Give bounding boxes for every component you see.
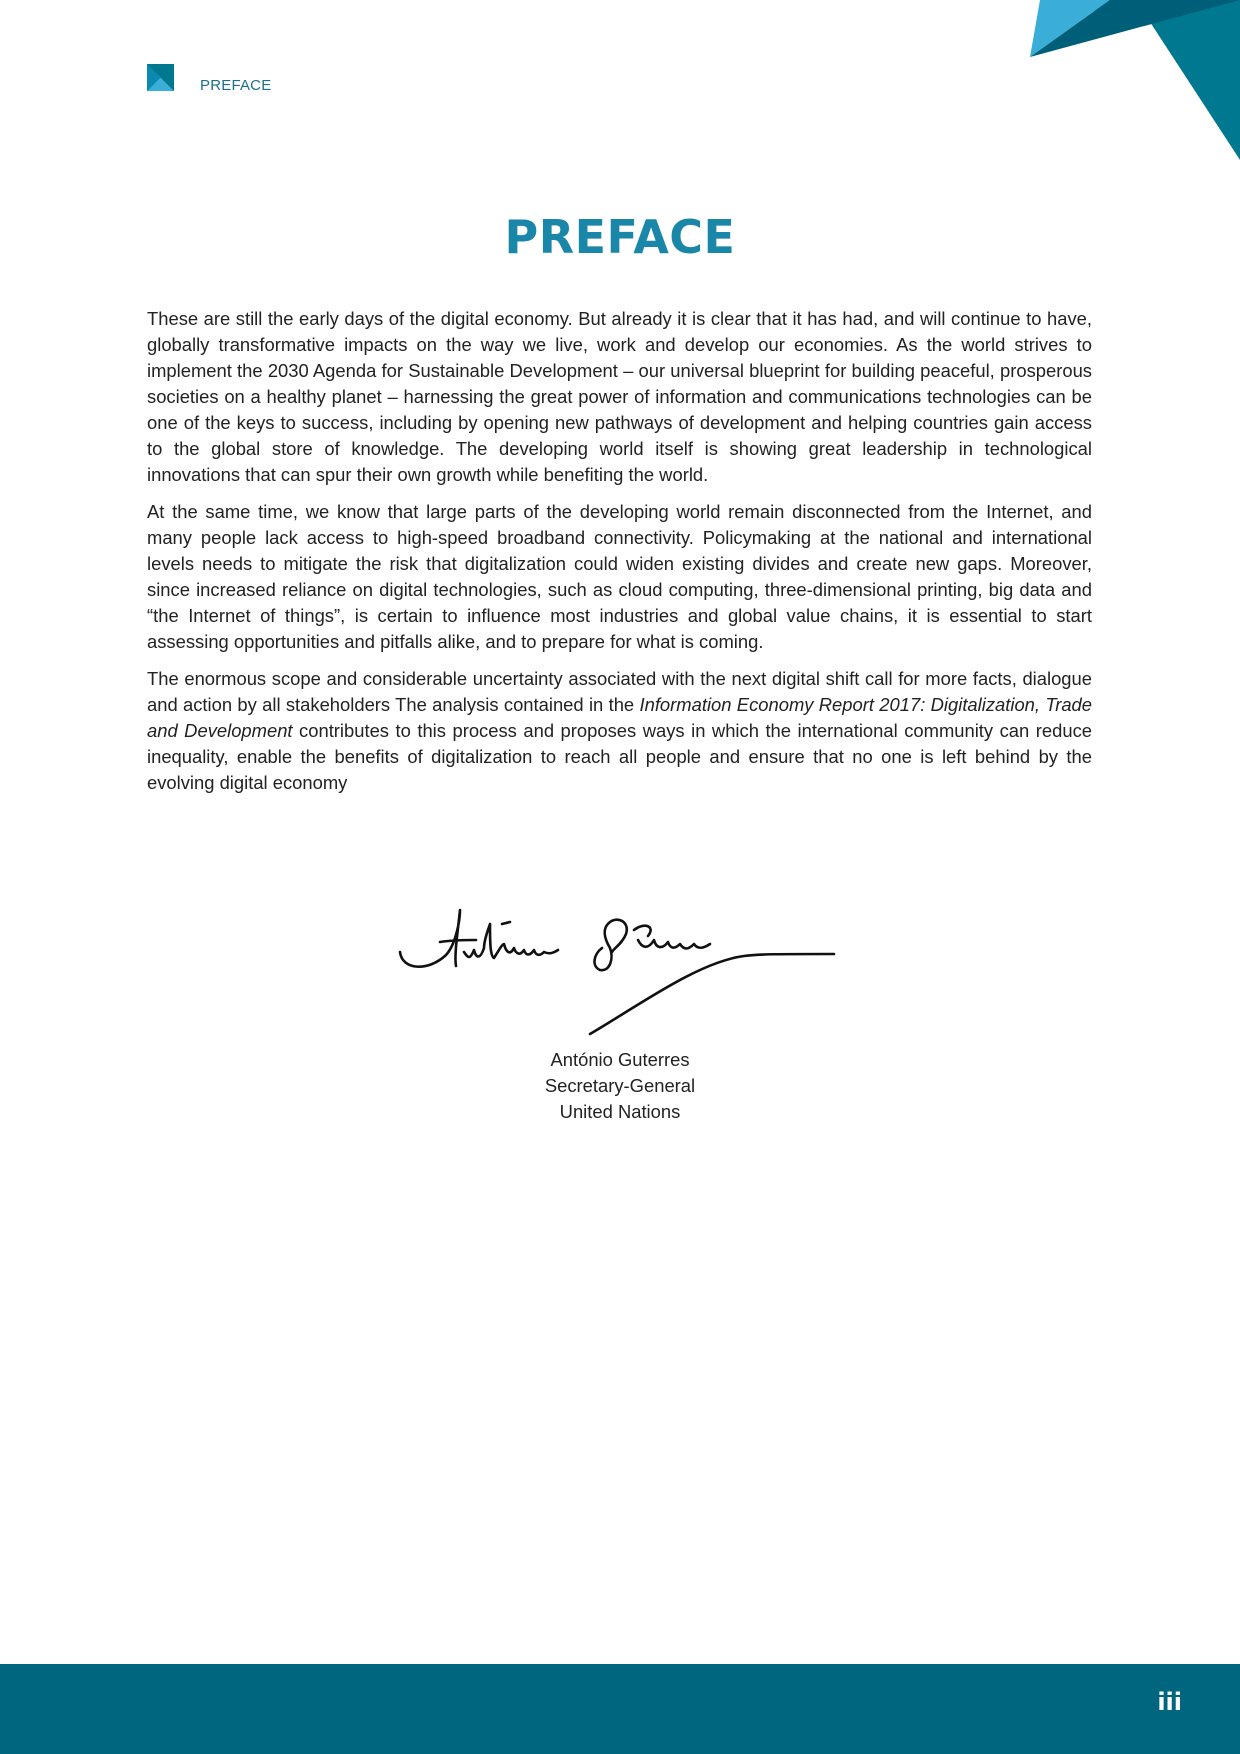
footer-bar xyxy=(0,1664,1240,1754)
signatory-organization: United Nations xyxy=(559,1101,681,1122)
paragraph-3-text-b: contributes to this process and proposes ways in which the international community can reduce inequality, enable the benefits of digitalization to reach all people and ensure that no one is left behind by the evolving digital economy xyxy=(147,720,1092,793)
paragraph-2: At the same time, we know that large parts of the developing world remain disconnected from the Internet, and many people lack access to high-speed broadband connectivity. Policymaking at the national and international levels needs to mitigate the risk that digitalization could widen existing divides and create new gaps. Moreover, since increased reliance on digital technologies, such as cloud computing, three-dimensional printing, big data and “the Internet of things”, is certain to influence most industries and global value chains, it is essential to start assessing opportunities and pitfalls alike, and to prepare for what is coming. xyxy=(147,501,1092,652)
running-header: PREFACE xyxy=(200,77,272,94)
page-number: iii xyxy=(1157,1688,1182,1716)
corner-decoration xyxy=(1010,0,1240,160)
signatory-block xyxy=(0,1047,1240,1125)
paragraph-1: These are still the early days of the digital economy. But already it is clear that it has had, and will continue to have, globally transformative impacts on the way we live, work and develop our economies. As the world strives to implement the 2030 Agenda for Sustainable Development – our universal blueprint for building peaceful, prosperous societies on a healthy planet – harnessing the great power of information and communications technologies can be one of the keys to success, including by opening new pathways of development and helping countries gain access to the global store of knowledge. The developing world itself is showing great leadership in technological innovations that can spur their own growth while benefiting the world. xyxy=(147,308,1092,485)
paragraph-3 xyxy=(147,666,1092,796)
paragraph-3-text-a: The enormous scope and considerable uncertainty associated with the next digital shift call for more facts, dialogue and action by all stakeholders The analysis contained in the xyxy=(147,668,1092,715)
section-mark-icon xyxy=(147,64,174,91)
signature-image xyxy=(398,900,838,1040)
signatory-position: Secretary-General xyxy=(544,1075,696,1096)
signatory-name: António Guterres xyxy=(550,1049,690,1070)
page-title: PREFACE xyxy=(504,210,736,264)
preface-body xyxy=(147,306,1092,807)
report-title: Information Economy Report 2017: Digitalization, Trade and Development xyxy=(147,694,1093,741)
